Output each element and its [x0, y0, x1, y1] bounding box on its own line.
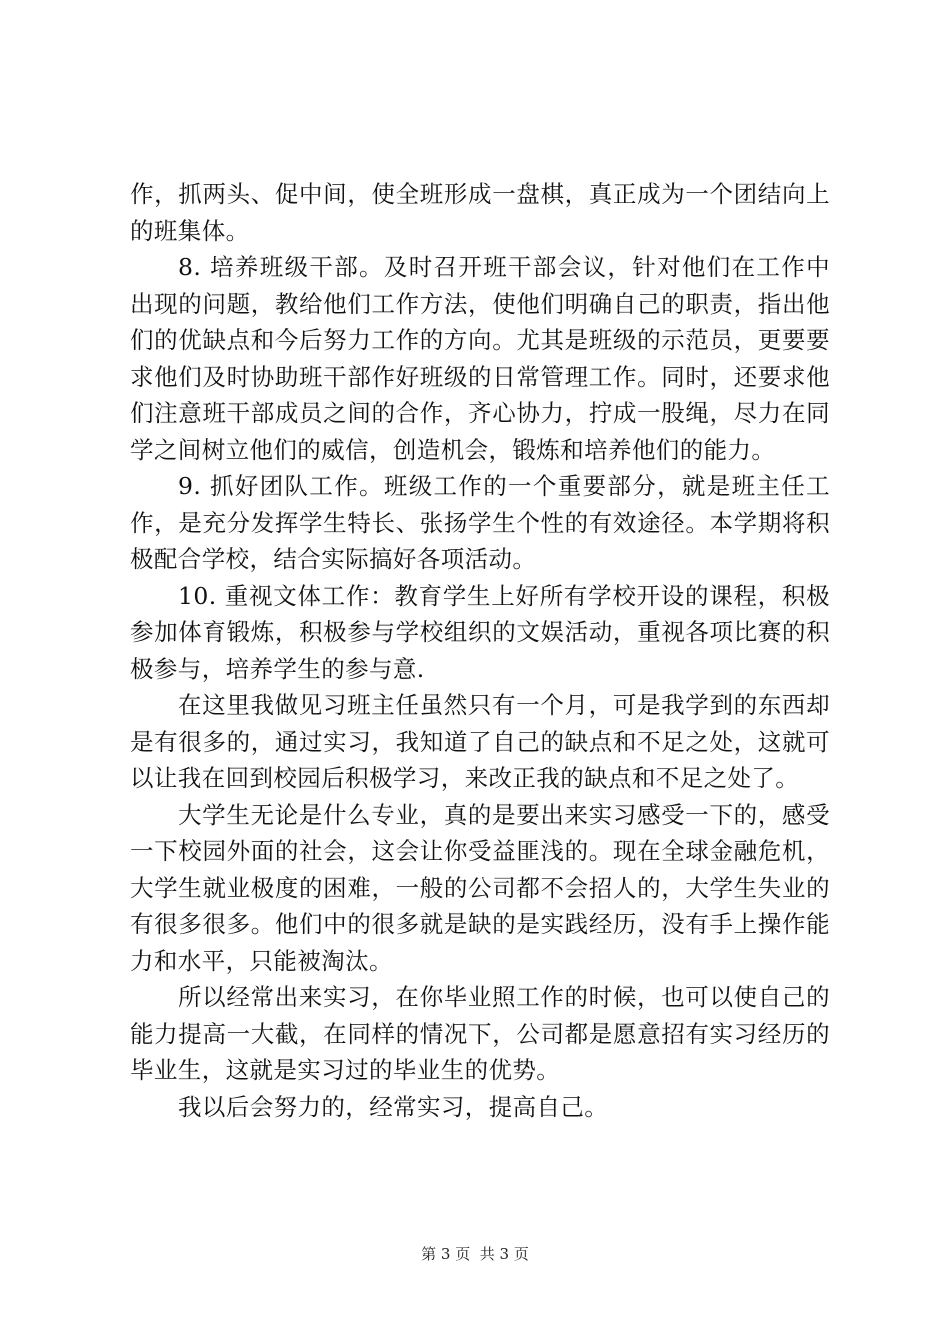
page-footer [0, 1244, 950, 1264]
page-number-label: 第 3 页 共 3 页 [421, 1245, 529, 1263]
paragraph-item-8: 8. 培养班级干部。及时召开班干部会议，针对他们在工作中出现的问题，教给他们工作方法，使他们明确自己的职责，指出他们的优缺点和今后努力工作的方向。尤其是班级的示范员，更要要求他们及时协助班干部作好班级的日常管理工作。同时，还要求他们注意班干部成员之间的合作，齐心协力，拧成一股绳，尽力在同学之间树立他们的威信，创造机会，锻炼和培养他们的能力。 [130, 253, 830, 464]
paragraph-internship-benefit: 所以经常出来实习，在你毕业照工作的时候，也可以使自己的能力提高一大截，在同样的情况下，公司都是愿意招有实习经历的毕业生，这就是实习过的毕业生的优势。 [130, 983, 830, 1084]
paragraph-closing: 我以后会努力的，经常实习，提高自己。 [178, 1092, 609, 1121]
paragraph-item-9: 9. 抓好团队工作。班级工作的一个重要部分，就是班主任工作，是充分发挥学生特长、张扬学生个性的有效途径。本学期将积极配合学校，结合实际搞好各项活动。 [130, 472, 830, 573]
paragraph-continuation: 作，抓两头、促中间，使全班形成一盘棋，真正成为一个团结向上的班集体。 [130, 180, 830, 245]
document-body [130, 176, 830, 1125]
paragraph-reflection: 在这里我做见习班主任虽然只有一个月，可是我学到的东西却是有很多的，通过实习，我知道了自己的缺点和不足之处，这就可以让我在回到校园后积极学习，来改正我的缺点和不足之处了。 [130, 691, 830, 792]
paragraph-item-10: 10. 重视文体工作：教育学生上好所有学校开设的课程，积极参加体育锻炼，积极参与学校组织的文娱活动，重视各项比赛的积极参与，培养学生的参与意. [130, 581, 830, 683]
paragraph-students-advice: 大学生无论是什么专业，真的是要出来实习感受一下的，感受一下校园外面的社会，这会让你受益匪浅的。现在全球金融危机，大学生就业极度的困难，一般的公司都不会招人的，大学生失业的有很多很多。他们中的很多就是缺的是实践经历，没有手上操作能力和水平，只能被淘汰。 [130, 800, 830, 975]
